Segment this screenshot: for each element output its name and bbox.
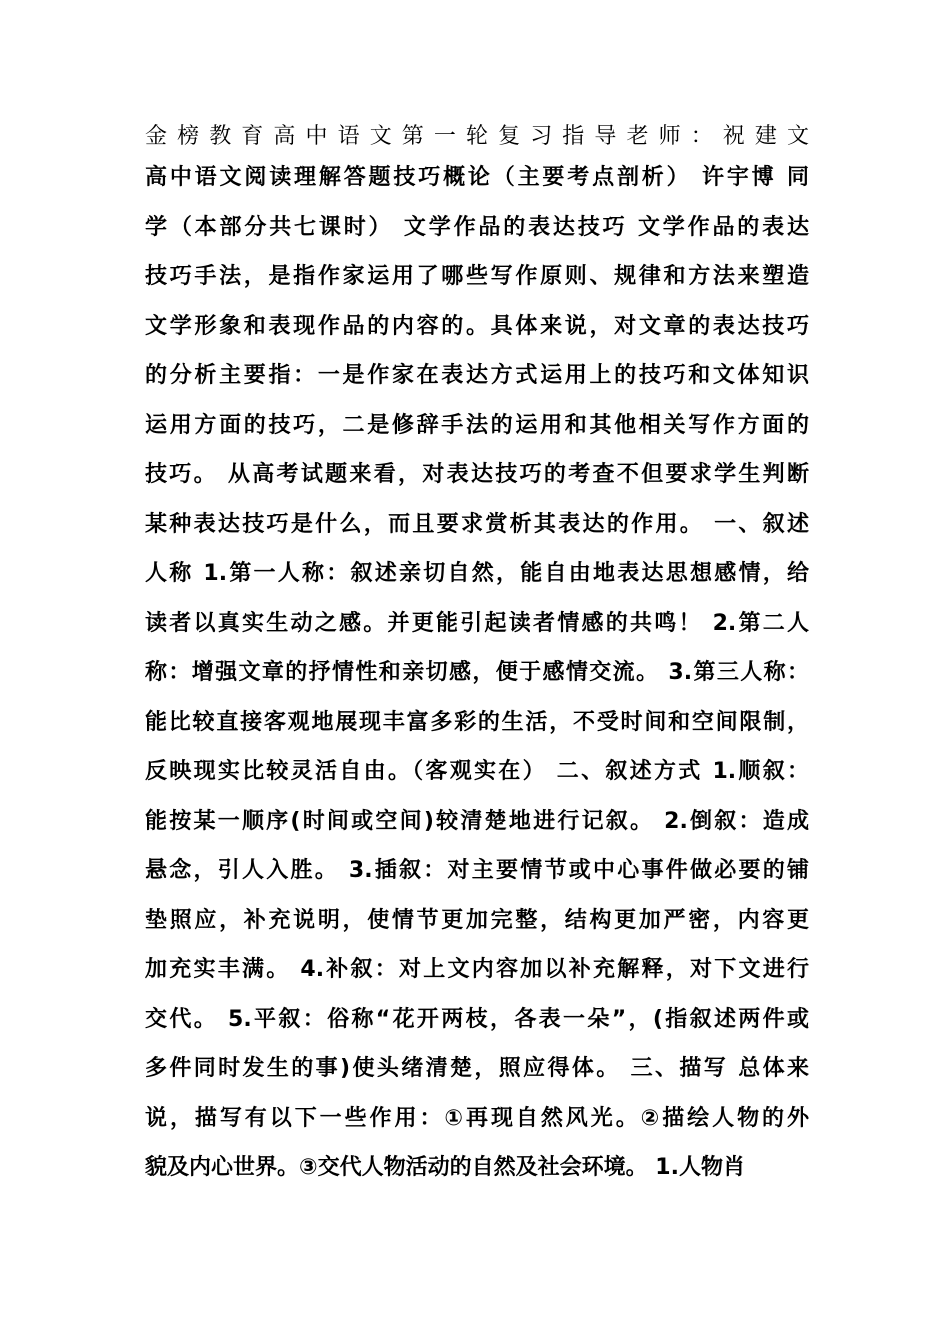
- text-line: 技巧。 从高考试题来看，对表达技巧的考查不但要求学生判断: [145, 462, 809, 487]
- text-line: 悬念，引人入胜。 3.插叙：对主要情节或中心事件做必要的铺: [145, 858, 809, 883]
- text-line: 高中语文阅读理解答题技巧概论（主要考点剖析） 许宇博 同: [145, 165, 809, 190]
- page-header: 金榜教育高中语文第一轮复习指导老师：祝建文: [145, 124, 809, 149]
- text-line: 读者以真实生动之感。并更能引起读者情感的共鸣！ 2.第二人: [145, 610, 809, 636]
- text-line: 说，描写有以下一些作用：①再现自然风光。②描绘人物的外: [145, 1105, 809, 1131]
- text-line: 文学形象和表现作品的内容的。具体来说，对文章的表达技巧: [145, 313, 809, 339]
- text-line: 多件同时发生的事)使头绪清楚，照应得体。 三、描写 总体来: [145, 1056, 809, 1081]
- text-line: 运用方面的技巧，二是修辞手法的运用和其他相关写作方面的: [145, 412, 809, 438]
- text-line: 技巧手法，是指作家运用了哪些写作原则、规律和方法来塑造: [145, 264, 809, 289]
- text-line: 称：增强文章的抒情性和亲切感，便于感情交流。 3.第三人称：: [145, 660, 809, 685]
- text-line: 反映现实比较灵活自由。（客观实在） 二、叙述方式 1.顺叙：: [145, 759, 809, 784]
- text-line: 加充实丰满。 4.补叙：对上文内容加以补充解释，对下文进行: [145, 957, 809, 982]
- text-line: 学（本部分共七课时） 文学作品的表达技巧 文学作品的表达: [145, 214, 809, 240]
- text-line: 能比较直接客观地展现丰富多彩的生活，不受时间和空间限制，: [145, 709, 809, 735]
- body-text: [145, 153, 809, 1193]
- text-line: 能按某一顺序(时间或空间)较清楚地进行记叙。 2.倒叙：造成: [145, 808, 809, 834]
- text-line: 垫照应，补充说明，使情节更加完整，结构更加严密，内容更: [145, 907, 809, 933]
- text-line: 某种表达技巧是什么，而且要求赏析其表达的作用。 一、叙述: [145, 511, 809, 537]
- text-line: 貌及内心世界。③交代人物活动的自然及社会环境。 1.人物肖: [145, 1155, 745, 1180]
- text-line: 的分析主要指：一是作家在表达方式运用上的技巧和文体知识: [145, 363, 809, 388]
- text-line: 人称 1.第一人称：叙述亲切自然，能自由地表达思想感情，给: [145, 561, 809, 586]
- text-line: 交代。 5.平叙：俗称“花开两枝，各表一朵”，(指叙述两件或: [145, 1006, 809, 1032]
